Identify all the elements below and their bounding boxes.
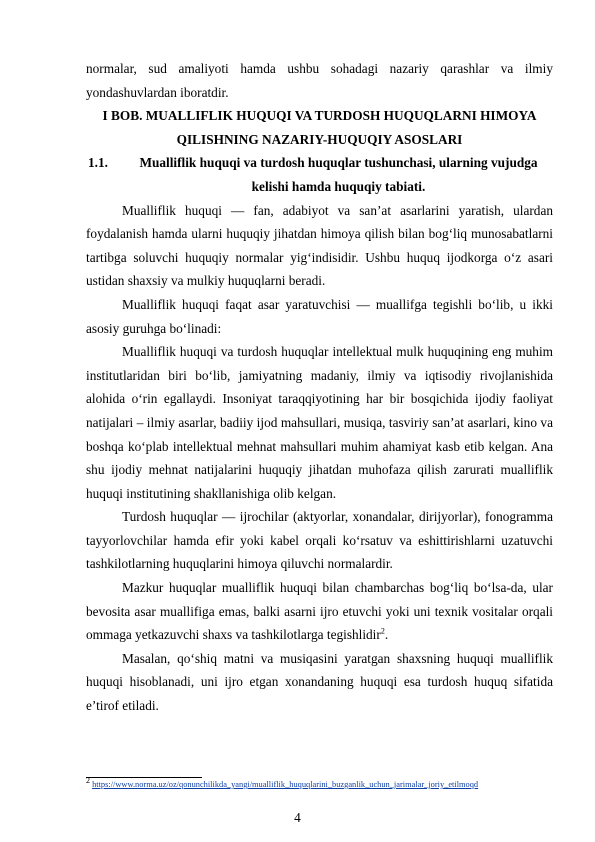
paragraph-continuation: normalar, sud amaliyoti hamda ushbu sohadagi nazariy qarashlar va ilmiy yondashuvlardan iboratdir.: [86, 61, 553, 100]
paragraph-groups: Mualliflik huquqi faqat asar yaratuvchisi — muallifga tegishli bo‘lib, u ikki asosiy guruhga bo‘linadi:: [86, 296, 553, 336]
page-number: 4: [294, 810, 301, 825]
chapter-title: I BOB. MUALLIFLIK HUQUQI VA TURDOSH HUQUQLARNI HIMOYA QILISHNING NAZARIY-HUQUQIY ASOSLARI: [102, 108, 537, 147]
section-heading: [86, 151, 553, 198]
section-number: 1.1.: [88, 155, 108, 171]
page-body: [86, 57, 553, 718]
paragraph-connection-end: .: [384, 627, 389, 643]
paragraph-definition: Mualliflik huquqi — fan, adabiyot va san’at asarlarini yaratish, ulardan foydalanish hamda ularni huquqiy jihatdan himoya qilish bilan bog‘liq munosabatlarni tartibga soluvchi huquqiy normalar yig‘indisidir. Ushbu huquq ijodkorga o‘z asari ustidan shaxsiy va mulkiy huquqlarni beradi.: [86, 202, 553, 289]
paragraph-connection: [86, 576, 553, 647]
paragraph-related-rights: Turdosh huquqlar — ijrochilar (aktyorlar, xonandalar, dirijyorlar), fonogramma tayyorlovchilar hamda efir yoki kabel orqali ko‘rsatuv va eshittirishlarni uzatuvchi tashkilotlarning huquqlarini himoya qiluvchi normalardir.: [86, 509, 553, 572]
section-title: Mualliflik huquqi va turdosh huquqlar tushunchasi, ularning vujudga kelishi hamda huquqiy tabiati.: [139, 155, 538, 194]
footnote-mark: 2: [86, 776, 90, 786]
footnote-link[interactable]: https://www.norma.uz/oz/qonunchilikda_yangi/mualliflik_huquqlarini_buzganlik_uchun_jarimalar_joriy_etilmoqd: [92, 780, 479, 789]
footnote: [86, 776, 566, 790]
footnote-separator: [86, 777, 202, 778]
paragraph-example: Masalan, qo‘shiq matni va musiqasini yaratgan shaxsning huquqi mualliflik huquqi hisoblanadi, uni ijro etgan xonandaning huquqi esa turdosh huquq sifatida e’tirof etiladi.: [86, 650, 553, 714]
footnote-reference[interactable]: 2: [380, 626, 385, 636]
paragraph-institution: Mualliflik huquqi va turdosh huquqlar intellektual mulk huquqining eng muhim institutlaridan biri bo‘lib, jamiyatning madaniy, ilmiy va iqtisodiy rivojlanishida alohida o‘rin egallaydi. Insoniyat taraqqiyotining har bir bosqichida ijodiy faoliyat natijalari – ilmiy asarlar, badiiy ijod mahsullari, musiqa, tasviriy san’at asarlari, kino va boshqa ko‘plab intellektual mehnat mahsullari muhim ahamiyat kasb etib kelgan. Ana shu ijodiy mehnat natijalarini huquqiy jihatdan muhofaza qilish zarurati mualliflik huquqi institutining shakllanishiga olib kelgan.: [86, 344, 553, 501]
paragraph-connection-text: Mazkur huquqlar mualliflik huquqi bilan chambarchas bog‘liq bo‘lsa-da, ular bevosita asar muallifiga emas, balki asarni ijro etuvchi yoki uni texnik vositalar orqali ommaga yetkazuvchi shaxs va tashkilotlarga tegishlidir: [86, 580, 553, 643]
